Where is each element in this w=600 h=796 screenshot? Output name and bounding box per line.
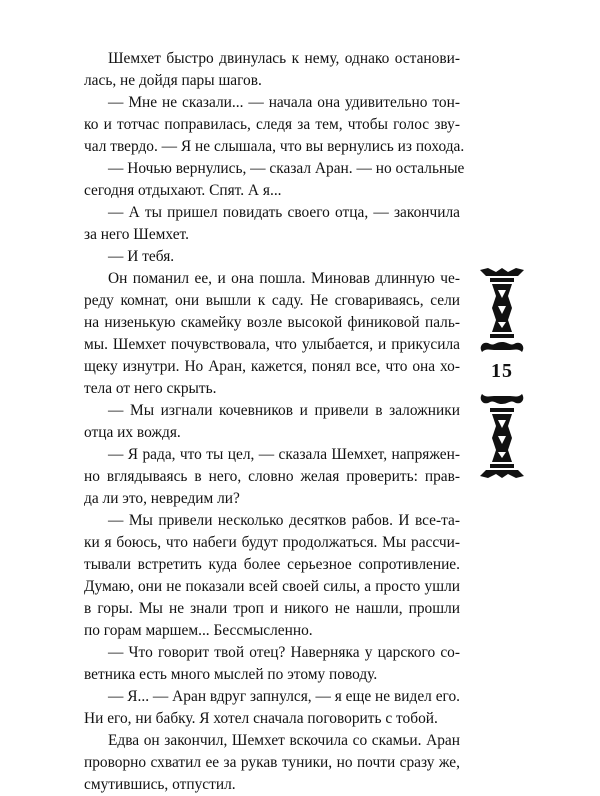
text-line: мы. Шемхет почувствовала, что улыбается, и прикусила	[84, 336, 460, 353]
text-line: чал твердо. — Я не слышала, что вы вернулись из похода.	[84, 138, 465, 155]
text-line: Едва он закончил, Шемхет вскочила со скамьи. Аран	[108, 732, 460, 749]
text-line: — Мне не сказали... — начала она удивительно тон-	[108, 94, 460, 111]
text-line: на низенькую скамейку возле высокой финиковой паль-	[84, 314, 460, 331]
text-line: Он поманил ее, и она пошла. Миновав длинную че-	[108, 270, 460, 287]
vertical-ornament-icon	[474, 266, 530, 358]
text-line: — Мы изгнали кочевников и привели в заложники	[108, 402, 460, 419]
text-line: тела от него скрыть.	[84, 380, 217, 397]
text-line: тывали встретить куда более серьезное сопротивление.	[84, 556, 460, 573]
body-text	[84, 48, 465, 796]
text-line: ветника есть много мыслей по этому поводу.	[84, 666, 378, 683]
vertical-ornament-icon	[474, 388, 530, 480]
text-line: — Что говорит твой отец? Наверняка у царского со-	[108, 644, 460, 661]
text-line: ко и тотчас поправилась, следя за тем, чтобы голос зву-	[84, 116, 460, 133]
text-line: Ни его, ни бабку. Я хотел сначала поговорить с тобой.	[84, 710, 438, 727]
text-line: — А ты пришел повидать своего отца, — закончила	[108, 204, 460, 221]
text-line: проворно схватил ее за рукав туники, но почти сразу же,	[84, 754, 460, 771]
page-number: 15	[491, 360, 513, 382]
text-line: — Я... — Аран вдруг запнулся, — я еще не видел его.	[108, 688, 460, 705]
text-line: — Мы привели несколько десятков рабов. И все-та-	[108, 512, 460, 529]
text-line: по горам маршем... Бессмысленно.	[84, 622, 313, 639]
text-line: смутившись, отпустил.	[84, 776, 236, 793]
text-line: — И тебя.	[108, 248, 175, 265]
text-line: отца их вождя.	[84, 424, 181, 441]
text-line: за него Шемхет.	[84, 226, 189, 243]
text-line: сегодня отдыхают. Спят. А я...	[84, 182, 282, 199]
text-line: но вглядываясь в него, словно желая проверить: прав-	[84, 468, 460, 485]
text-line: — Ночью вернулись, — сказал Аран. — но остальные	[108, 160, 465, 177]
text-line: щеку изнутри. Но Аран, кажется, понял все, что она хо-	[84, 358, 460, 375]
text-line: Шемхет быстро двинулась к нему, однако останови-	[108, 50, 460, 67]
text-line: ки я боюсь, что набеги будут продолжаться. Мы рассчи-	[84, 534, 460, 551]
text-line: Думаю, они не показали всей своей силы, а просто ушли	[84, 578, 460, 595]
text-line: да ли это, невредим ли?	[84, 490, 240, 507]
text-line: реду комнат, они вышли к саду. Не сговариваясь, сели	[84, 292, 460, 309]
text-line: лась, не дойдя пары шагов.	[84, 72, 262, 89]
text-line: в горы. Мы не знали троп и никого не нашли, прошли	[84, 600, 460, 617]
text-line: — Я рада, что ты цел, — сказала Шемхет, напряжен-	[108, 446, 460, 463]
